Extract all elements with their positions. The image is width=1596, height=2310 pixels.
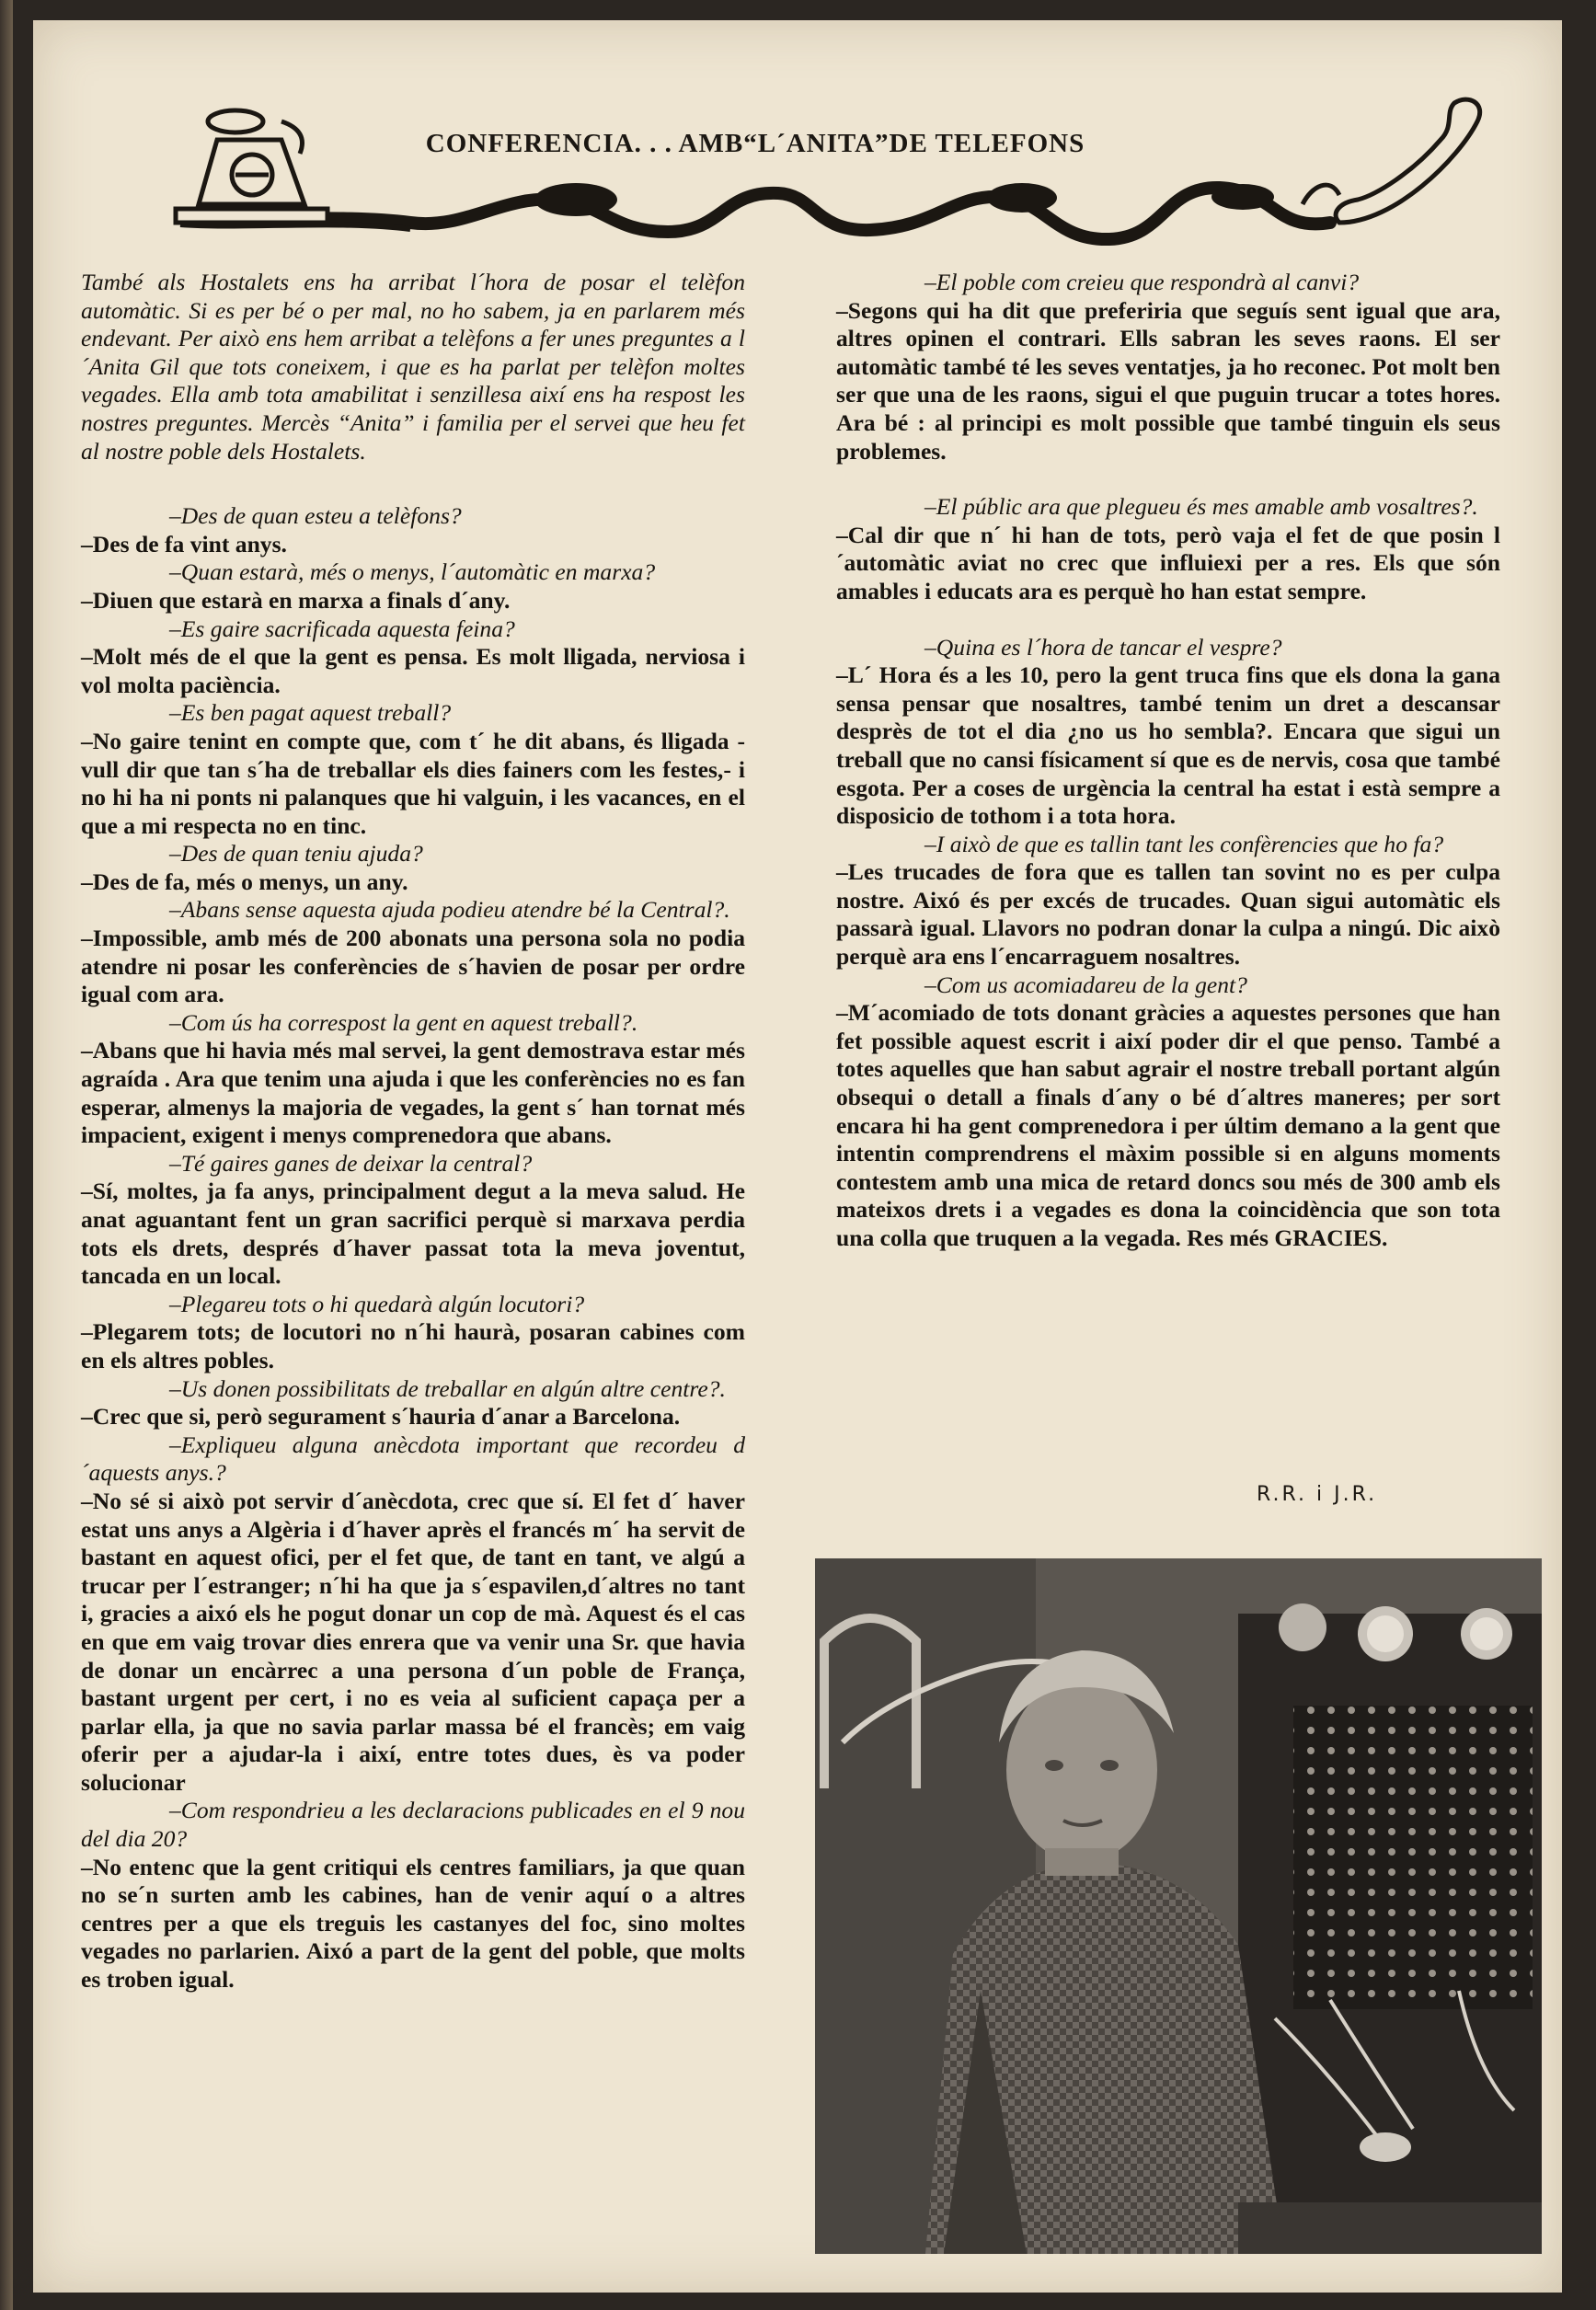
magazine-page [33, 20, 1562, 2293]
question: –Plegareu tots o hi quedarà algún locutori? [169, 1290, 585, 1317]
question: –El públic ara que plegueu és mes amable amb vosaltres?. [924, 493, 1478, 521]
answer: –No entenc que la gent critiqui els centres familiars, ja que quan no se´n surten amb les cabines, han de venir aquí o a altres centres per a que els treguis les castanyes del foc, sino moltes vegades no parlarien. Aixó a part de la gent del poble, que molts es troben igual. [81, 1853, 745, 1994]
handset-icon [1303, 99, 1480, 223]
intro-paragraph: També als Hostalets ens ha arribat l´hora de posar el telèfon automàtic. Si es per bé o per mal, no ho sabem, ja en parlarem més endevant. Per això ens hem arribat a telèfons a fer unes preguntes a l´Anita Gil que tots coneixem, i que es ha parlat per telèfon moltes vegades. Ella amb tota amabilitat i senzillesa així ens ha respost les nostres preguntes. Mercès “Anita” i familia per el servei que heu fet al nostre poble dels Hostalets. [81, 269, 745, 465]
question: –Es gaire sacrificada aquesta feina? [169, 615, 515, 642]
answer: –L´ Hora és a les 10, pero la gent truca fins que els dona la gana sensa pensar que nosaltres, també tenim un dret a descansar desprès de tot el dia ¿no us ho sembla?. Encara que sigui un treball que no cansi físicament sí que es de nervis, cosa que també esgota. Per a coses de urgència la central ha estat i està sempre a disposicio de tothom i a tota hora. [836, 661, 1500, 830]
answer: –Impossible, amb més de 200 abonats una persona sola no podia atendre ni posar les conferències de s´havien de posar per ordre igual com ara. [81, 925, 745, 1008]
answer: –Crec que si, però segurament s´hauria d´anar a Barcelona. [81, 1403, 681, 1431]
question: –I això de que es tallin tant les confèrencies que ho fa? [924, 830, 1444, 857]
answer: –M´acomiado de tots donant gràcies a aquestes persones que han fet possible aquest escrit i així poder dir el que penso. També a totes aquelles que han sabut agrair el nostre treball portant algún obsequi o detall a finals d´any o bé d´altres maneres; per sort encara hi ha gent comprenedora i per últim demano a la gent que intentin comprendrens el màxim possible si en alguns moments contestem amb una mica de retard doncs sou més de 300 amb els mateixos drets i a vegades es dona la coincidència que son tota una colla que truquen a la vegada. Res més GRACIES. [836, 999, 1500, 1251]
question: –Quina es l´hora de tancar el vespre? [924, 633, 1282, 661]
telephone-icon [176, 110, 327, 223]
qa-block [81, 502, 745, 1994]
header [171, 85, 1496, 269]
left-column [81, 269, 745, 1994]
author-signature: R.R. i J.R. [1257, 1483, 1378, 1506]
answer: –Molt més de el que la gent es pensa. Es molt lligada, nerviosa i vol molta paciència. [81, 643, 745, 698]
header-decoration [171, 85, 1496, 269]
right-column [836, 269, 1500, 1253]
photo-illustration [815, 1558, 1542, 2254]
question: –Té gaires ganes de deixar la central? [169, 1149, 533, 1177]
answer: –Sí, moltes, ja fa anys, principalment degut a la meva salud. He anat aguantant fent un gran sacrifici perquè si marxava perdia tots els drets, després d´haver passat tota la meva joventut, tancada en un local. [81, 1178, 745, 1290]
answer: –Diuen que estarà en marxa a finals d´any. [81, 586, 511, 614]
answer: –Abans que hi havia més mal servei, la gent demostrava estar més agraída . Ara que tenim una ajuda i que les conferències no es fan esperar, almenys la majoria de vegades, la gent s´ han tornat més impacient, exigent i menys comprenedora que abans. [81, 1037, 745, 1149]
question: –Expliqueu alguna anècdota important que recordeu d´aquests anys.? [81, 1431, 745, 1487]
question: –Es ben pagat aquest treball? [169, 699, 452, 727]
question: –Des de quan teniu ajuda? [169, 840, 423, 868]
article-title: CONFERENCIA. . . AMB“L´ANITA”DE TELEFONS [425, 129, 1085, 158]
question: –Abans sense aquesta ajuda podieu atendre bé la Central?. [169, 896, 730, 924]
question: –Des de quan esteu a telèfons? [169, 502, 462, 530]
answer: –Segons qui ha dit que preferiria que seguís sent igual que ara, altres opinen el contrari. Ells sabran les seves raons. El ser automàtic també té les seves ventatjes, ja ho reconec. Pot molt ben ser que una de les raons, sigui el que puguin trucar a totes hores. Ara bé : al principi es molt possible que també tinguin els seus problemes. [836, 296, 1500, 465]
answer: –No sé si això pot servir d´anècdota, crec que sí. El fet d´ haver estat uns anys a Algèria i d´haver après el francés m´ ha servit de bastant en aquest ofici, per el fet que, de tant en tant, ve algú a trucar per l´estranger; n´hi ha que ja s´espavilen,d´altres no tant i, gracies a aixó els he pogut donar un cop de mà. Aquest és el cas en que em vaig trovar dies enrera que va venir una Sr. que havia de donar un encàrrec a una persona d´un poble de França, bastant urgent per cert, i no es veia al suficient capaça per a parlar ella, ja que no savia parlar massa bé el francès; em vaig oferir per a ajudar-la i així, entre totes dues, ès va poder solucionar [81, 1487, 745, 1796]
answer: –No gaire tenint en compte que, com t´ he dit abans, és lligada -vull dir que tan s´ha de treballar els dies fainers com les festes,- i no hi ha ni ponts ni palanques que hi valguin, i les vacances, en el que a mi respecta no en tinc. [81, 727, 745, 839]
answer: –Des de fa, més o menys, un any. [81, 868, 408, 895]
question: –El poble com creieu que respondrà al canvi? [924, 269, 1360, 295]
question: –Us donen possibilitats de treballar en algún altre centre?. [169, 1374, 726, 1402]
answer: –Des de fa vint anys. [81, 530, 287, 557]
page-edge [0, 0, 13, 2310]
answer: –Les trucades de fora que es tallen tan sovint no es per culpa nostre. Aixó és per excés de trucades. Quan sigui automàtic els passarà igual. Llavors no podran donar la culpa a ningú. Dic això perquè ara ens l´encarraguem nosaltres. [836, 858, 1500, 971]
question: –Com ús ha correspost la gent en aquest treball?. [169, 1008, 638, 1036]
question: –Com us acomiadareu de la gent? [924, 971, 1247, 998]
answer: –Plegarem tots; de locutori no n´hi haurà, posaran cabines com en els altres pobles. [81, 1318, 745, 1373]
telephone-operator-photo [815, 1558, 1542, 2254]
answer: –Cal dir que n´ hi han de tots, però vaja el fet de que posin l´automàtic aviat no crec que influiexi per a res. Els que són amables i educats ara es perquè ho han estat sempre. [836, 521, 1500, 604]
question: –Com respondrieu a les declaracions publicades en el 9 nou del dia 20? [81, 1797, 745, 1853]
question: –Quan estarà, més o menys, l´automàtic en marxa? [169, 558, 656, 586]
